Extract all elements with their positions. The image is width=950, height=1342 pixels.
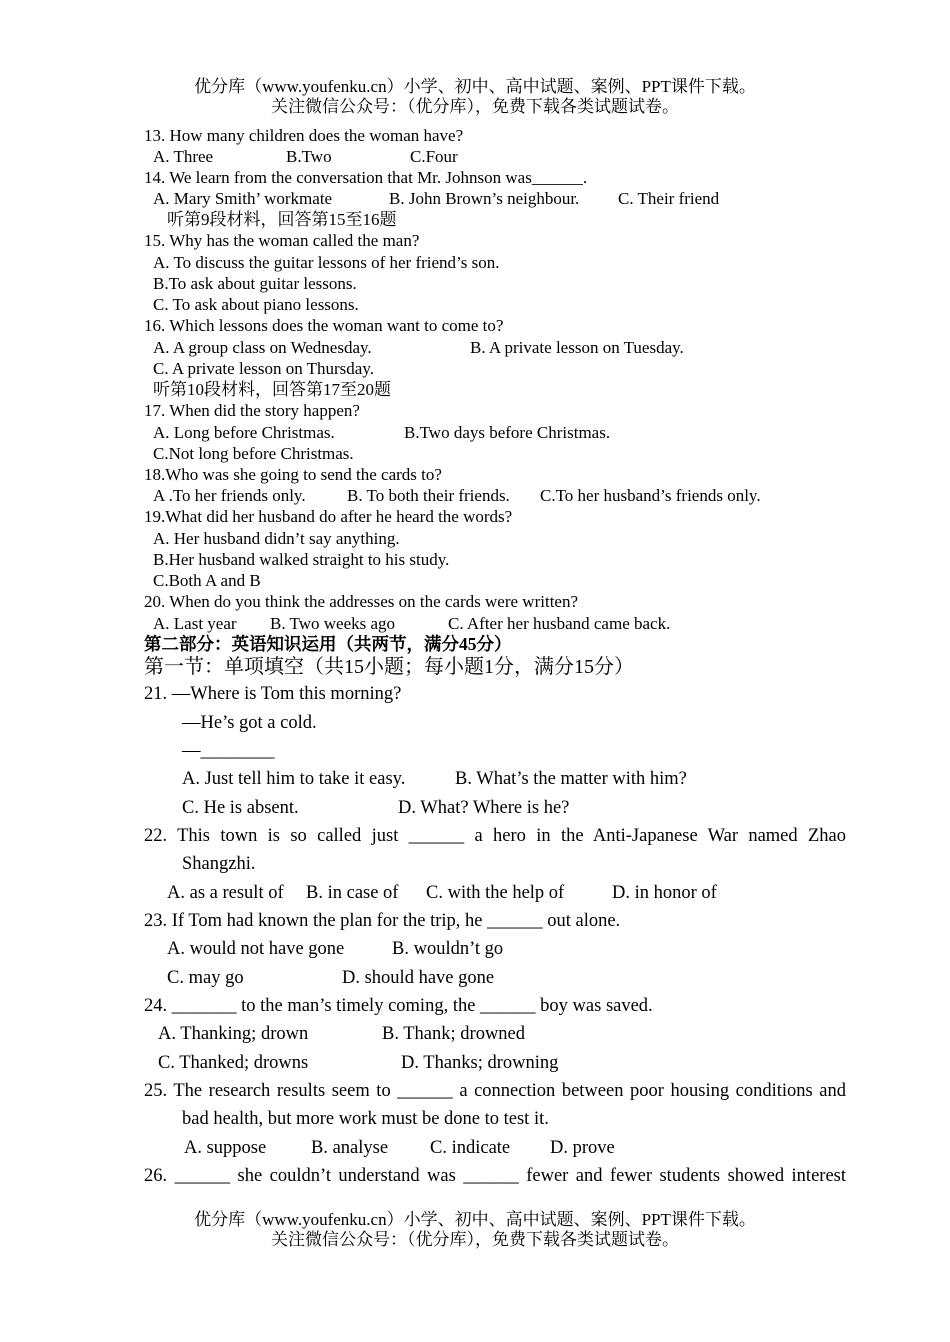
q22-option-d: D. in honor of [612, 883, 717, 903]
q13-stem: 13. How many children does the woman have? [144, 126, 464, 145]
q25-option-b: B. analyse [311, 1138, 389, 1158]
footer-line-2: 关注微信公众号：（优分库），免费下载各类试题试卷。 [271, 1230, 679, 1249]
q13-option-c: C.Four [410, 147, 458, 166]
q25-stem: 25. The research results seem to ______ a connection between poor housing conditions and [144, 1081, 846, 1101]
q26-stem: 26. ______ she couldn’t understand was ______ fewer and fewer students showed interest [144, 1166, 846, 1186]
q19-option-a: A. Her husband didn’t say anything. [153, 529, 400, 548]
q20-option-b: B. Two weeks ago [270, 614, 396, 633]
q13-option-b: B.Two [286, 147, 332, 166]
q23-stem: 23. If Tom had known the plan for the trip, he ______ out alone. [144, 911, 621, 931]
q25-stem-continued: bad health, but more work must be done to test it. [182, 1109, 549, 1129]
q14-option-b: B. John Brown’s neighbour. [389, 189, 580, 208]
q25-option-c: C. indicate [430, 1138, 511, 1158]
part10-instruction: 听第10段材料，回答第17至20题 [153, 380, 391, 399]
footer-line-1: 优分库（www.youfenku.cn）小学、初中、高中试题、案例、PPT课件下载。 [194, 1210, 756, 1229]
q15-option-c: C. To ask about piano lessons. [153, 295, 359, 314]
q14-option-a: A. Mary Smith’ workmate [153, 189, 333, 208]
q24-option-b: B. Thank; drowned [382, 1024, 526, 1044]
q21-option-d: D. What? Where is he? [398, 798, 570, 818]
q21-option-b: B. What’s the matter with him? [455, 769, 687, 789]
q15-stem: 15. Why has the woman called the man? [144, 231, 420, 250]
header-line-2: 关注微信公众号：（优分库），免费下载各类试题试卷。 [271, 97, 679, 116]
q16-option-b: B. A private lesson on Tuesday. [470, 338, 684, 357]
q19-stem: 19.What did her husband do after he heard the words? [144, 507, 513, 526]
q20-option-c: C. After her husband came back. [448, 614, 671, 633]
q14-option-c: C. Their friend [618, 189, 720, 208]
q21-option-a: A. Just tell him to take it easy. [182, 769, 406, 789]
q15-option-a: A. To discuss the guitar lessons of her friend’s son. [153, 253, 500, 272]
header-line-1: 优分库（www.youfenku.cn）小学、初中、高中试题、案例、PPT课件下载。 [194, 77, 756, 96]
q24-option-d: D. Thanks; drowning [401, 1053, 559, 1073]
q23-option-c: C. may go [167, 968, 244, 988]
q23-option-d: D. should have gone [342, 968, 495, 988]
q17-option-a: A. Long before Christmas. [153, 423, 335, 442]
part2-title: 第二部分：英语知识运用（共两节，满分45分） [144, 634, 512, 654]
q22-stem: 22. This town is so called just ______ a hero in the Anti-Japanese War named Zhao [144, 826, 846, 846]
q22-option-a: A. as a result of [167, 883, 284, 903]
q24-stem: 24. _______ to the man’s timely coming, the ______ boy was saved. [144, 996, 653, 1016]
section1-title: 第一节：单项填空（共15小题；每小题1分，满分15分） [144, 656, 634, 678]
q21-dialog-line-2: —He’s got a cold. [182, 713, 317, 733]
q25-option-d: D. prove [550, 1138, 615, 1158]
q15-option-b: B.To ask about guitar lessons. [153, 274, 357, 293]
q24-option-a: A. Thanking; drown [158, 1024, 309, 1044]
q18-stem: 18.Who was she going to send the cards to? [144, 465, 442, 484]
q22-option-b: B. in case of [306, 883, 399, 903]
q18-option-b: B. To both their friends. [347, 486, 510, 505]
q17-option-c: C.Not long before Christmas. [153, 444, 354, 463]
q14-stem: 14. We learn from the conversation that Mr. Johnson was______. [144, 168, 588, 187]
q18-option-c: C.To her husband’s friends only. [540, 486, 761, 505]
q23-option-b: B. wouldn’t go [392, 939, 504, 959]
q13-option-a: A. Three [153, 147, 214, 166]
q16-stem: 16. Which lessons does the woman want to come to? [144, 316, 504, 335]
q22-option-c: C. with the help of [426, 883, 565, 903]
q24-option-c: C. Thanked; drowns [158, 1053, 309, 1073]
part9-instruction: 听第9段材料，回答第15至16题 [167, 210, 397, 229]
q17-option-b: B.Two days before Christmas. [404, 423, 611, 442]
q23-option-a: A. would not have gone [167, 939, 345, 959]
q20-stem: 20. When do you think the addresses on the cards were written? [144, 592, 579, 611]
q19-option-c: C.Both A and B [153, 571, 261, 590]
q18-option-a: A .To her friends only. [153, 486, 306, 505]
q16-option-c: C. A private lesson on Thursday. [153, 359, 374, 378]
q25-option-a: A. suppose [184, 1138, 267, 1158]
q16-option-a: A. A group class on Wednesday. [153, 338, 372, 357]
q19-option-b: B.Her husband walked straight to his study. [153, 550, 450, 569]
q22-stem-continued: Shangzhi. [182, 854, 256, 874]
q21-dialog-line-3: —________ [182, 741, 275, 761]
q17-stem: 17. When did the story happen? [144, 401, 360, 420]
q21-option-c: C. He is absent. [182, 798, 299, 818]
q20-option-a: A. Last year [153, 614, 237, 633]
q21-stem: 21. —Where is Tom this morning? [144, 684, 402, 704]
